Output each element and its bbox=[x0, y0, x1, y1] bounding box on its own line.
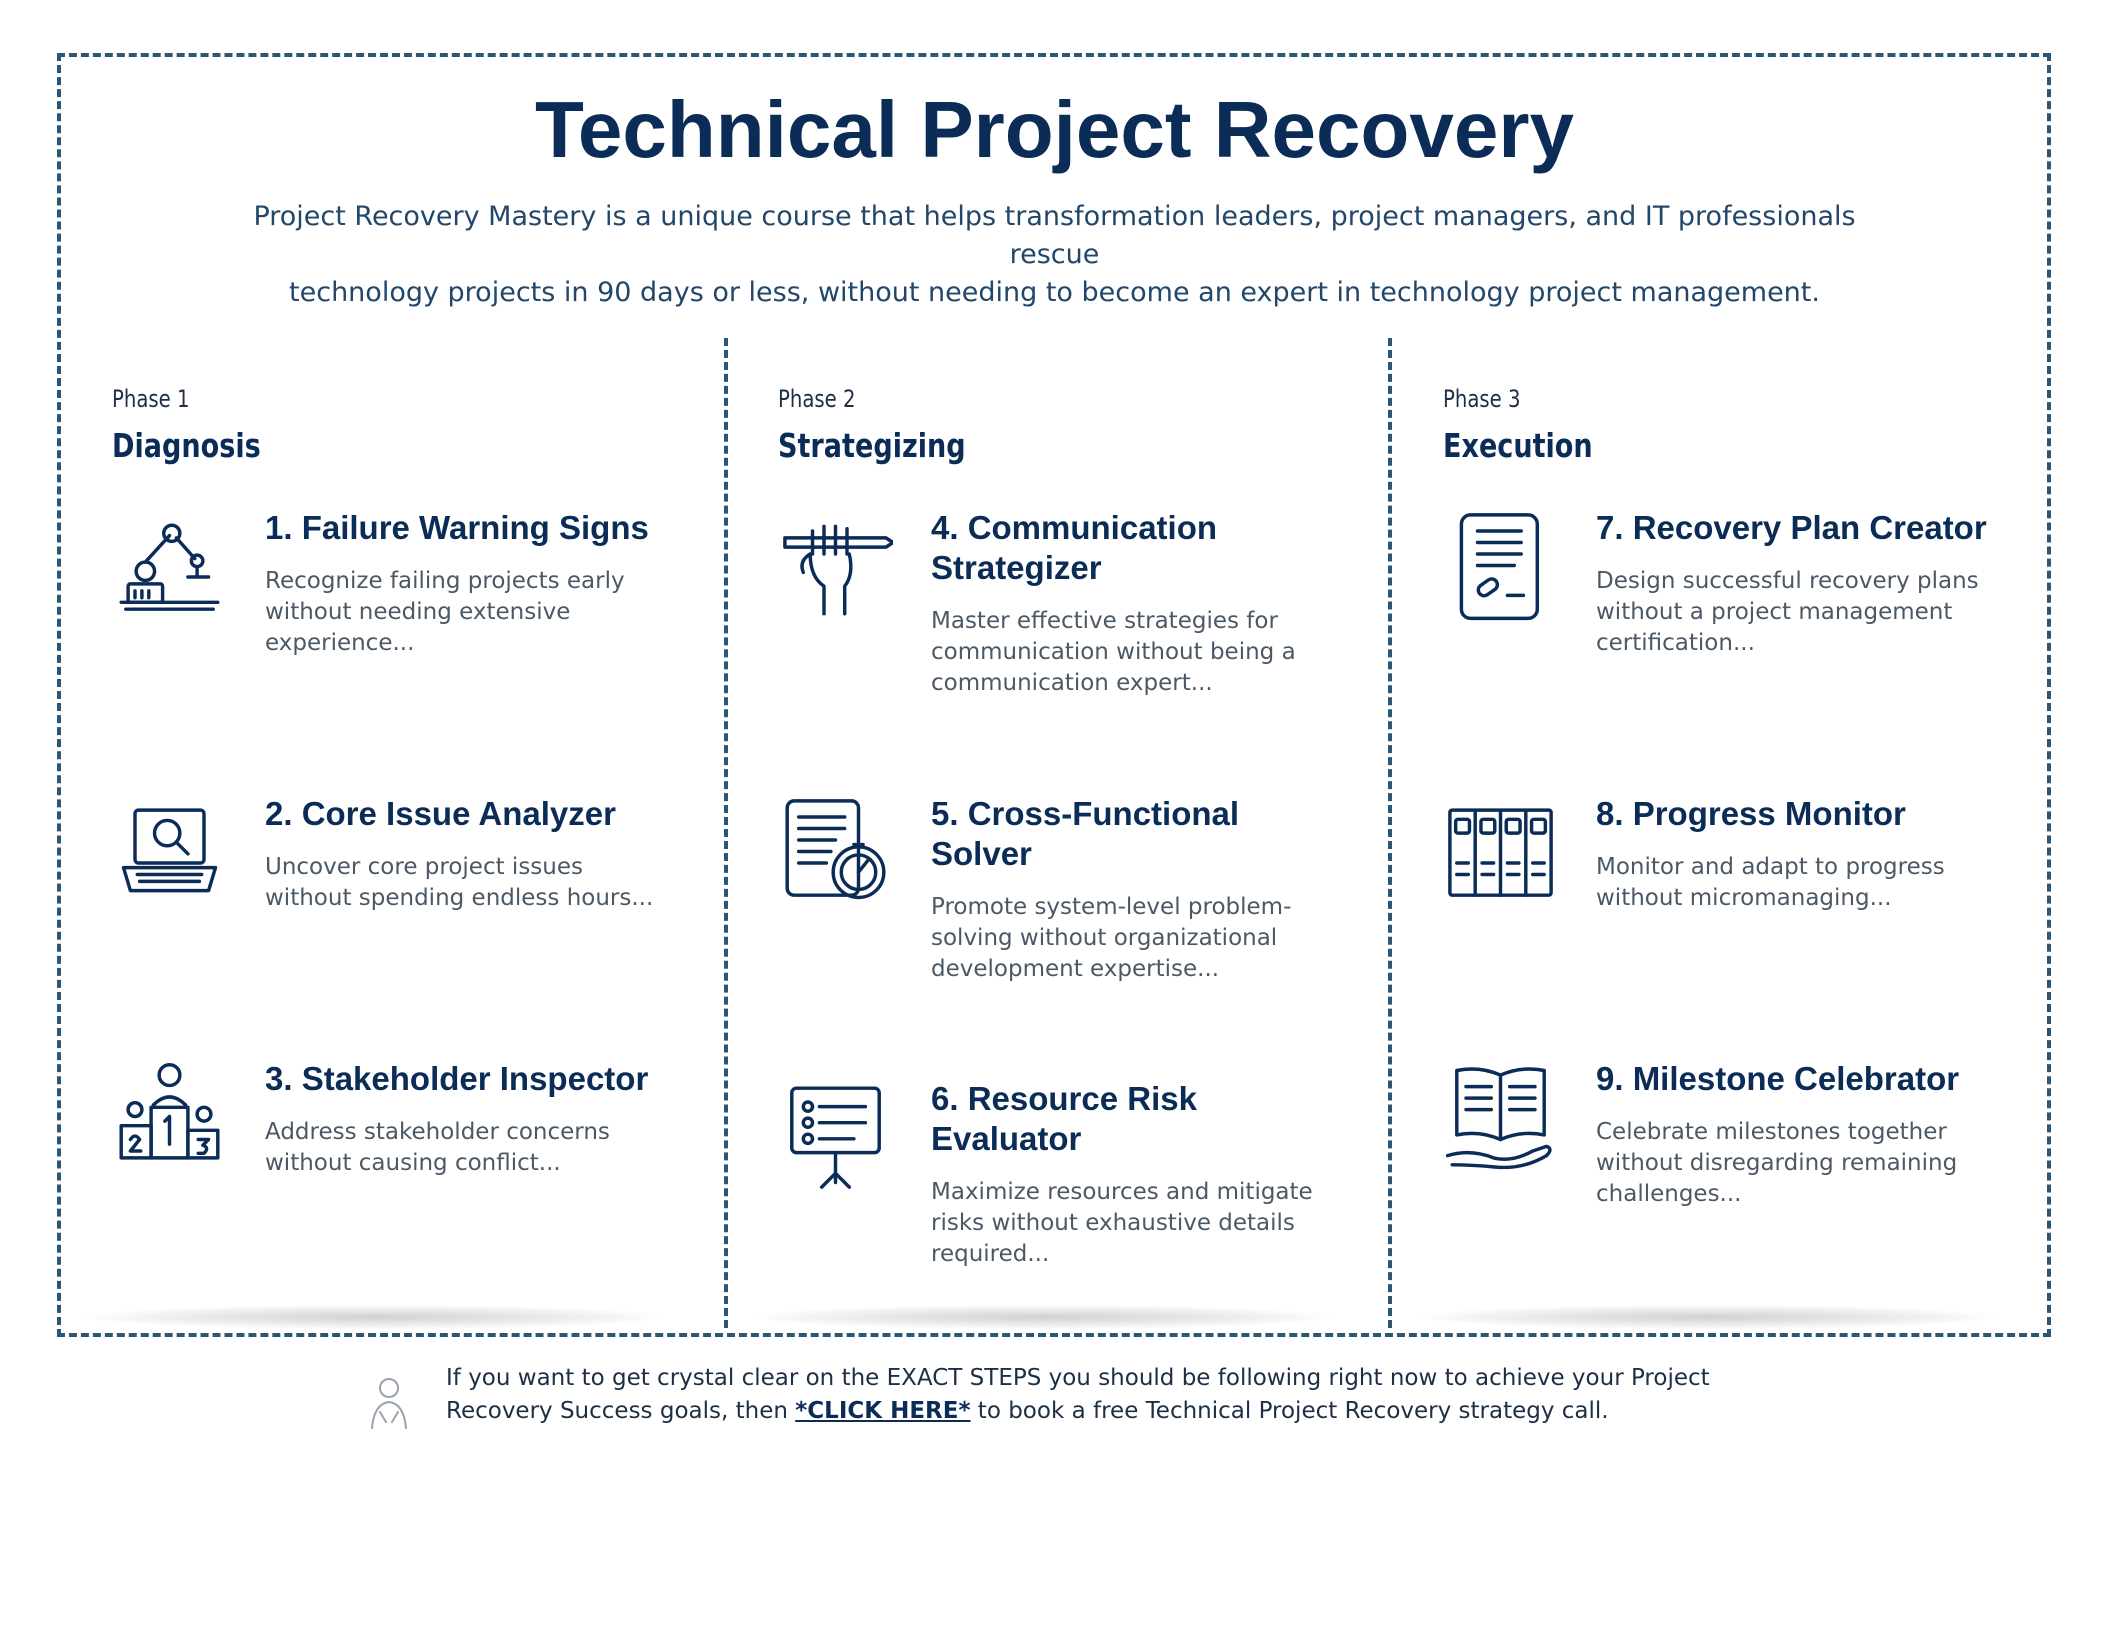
module-title: 2. Core Issue Analyzer bbox=[265, 795, 616, 832]
subtitle-line-2: technology projects in 90 days or less, without needing to become an expert in technology project management. bbox=[289, 277, 1820, 308]
avatar-icon bbox=[362, 1372, 416, 1432]
module-title: 9. Milestone Celebrator bbox=[1596, 1060, 1960, 1097]
module-title: 4. Communication Strategizer bbox=[931, 509, 1218, 586]
presentation-board-icon bbox=[778, 1079, 893, 1194]
module-description: Celebrate milestones together without disregarding remaining challenges... bbox=[1596, 1119, 1958, 1207]
phase-column-1 bbox=[112, 384, 672, 1176]
column-shadow bbox=[85, 1305, 665, 1329]
module-description: Design successful recovery plans without a project management certification... bbox=[1596, 568, 1979, 656]
phase-column-3 bbox=[1443, 384, 2003, 1207]
footer-text bbox=[446, 1362, 1746, 1428]
clipboard-icon bbox=[1443, 508, 1558, 623]
module-description: Master effective strategies for communication without being a communication expert... bbox=[931, 608, 1296, 696]
footer-text-after: to book a free Technical Project Recovery strategy call. bbox=[970, 1398, 1609, 1424]
phase-name: Diagnosis bbox=[112, 426, 261, 465]
document-stopwatch-icon bbox=[778, 794, 893, 909]
phase-column-2 bbox=[778, 384, 1338, 1267]
module-title: 6. Resource Risk Evaluator bbox=[931, 1080, 1197, 1157]
column-divider bbox=[1388, 338, 1392, 1328]
module-description: Recognize failing projects early without needing extensive experience... bbox=[265, 568, 625, 656]
phase-name: Strategizing bbox=[778, 426, 966, 465]
module-description: Monitor and adapt to progress without micromanaging... bbox=[1596, 854, 1945, 911]
column-shadow bbox=[752, 1305, 1332, 1329]
column-divider bbox=[724, 338, 728, 1328]
phase-label: Phase 1 bbox=[112, 385, 190, 413]
module-description: Uncover core project issues without spending endless hours... bbox=[265, 854, 654, 911]
phase-label: Phase 3 bbox=[1443, 385, 1521, 413]
footer-text-before: If you want to get crystal clear on the EXACT STEPS you should be following right now to achieve your Project Recovery Success goals, then bbox=[446, 1365, 1710, 1424]
module-title: 7. Recovery Plan Creator bbox=[1596, 509, 1987, 546]
module-title: 3. Stakeholder Inspector bbox=[265, 1060, 649, 1097]
module-description: Promote system-level problem-solving without organizational development expertise... bbox=[931, 894, 1292, 982]
laptop-search-icon bbox=[112, 794, 227, 909]
module-description: Address stakeholder concerns without causing conflict... bbox=[265, 1119, 610, 1176]
binders-icon bbox=[1443, 794, 1558, 909]
subtitle-line-1: Project Recovery Mastery is a unique course that helps transformation leaders, project managers, and IT professionals rescue bbox=[253, 201, 1856, 270]
hand-pen-icon bbox=[778, 508, 893, 623]
module-title: 8. Progress Monitor bbox=[1596, 795, 1906, 832]
column-shadow bbox=[1418, 1305, 1998, 1329]
podium-icon bbox=[112, 1059, 227, 1174]
phase-label: Phase 2 bbox=[778, 385, 856, 413]
module-title: 1. Failure Warning Signs bbox=[265, 509, 649, 546]
page-subtitle bbox=[230, 198, 1879, 312]
module-title: 5. Cross-Functional Solver bbox=[931, 795, 1240, 872]
open-book-hand-icon bbox=[1443, 1059, 1558, 1174]
robot-arm-icon bbox=[112, 508, 227, 623]
module-description: Maximize resources and mitigate risks without exhaustive details required... bbox=[931, 1179, 1313, 1267]
phase-name: Execution bbox=[1443, 426, 1593, 465]
cta-link[interactable]: *CLICK HERE* bbox=[795, 1398, 971, 1424]
page-title: Technical Project Recovery bbox=[535, 85, 1574, 174]
